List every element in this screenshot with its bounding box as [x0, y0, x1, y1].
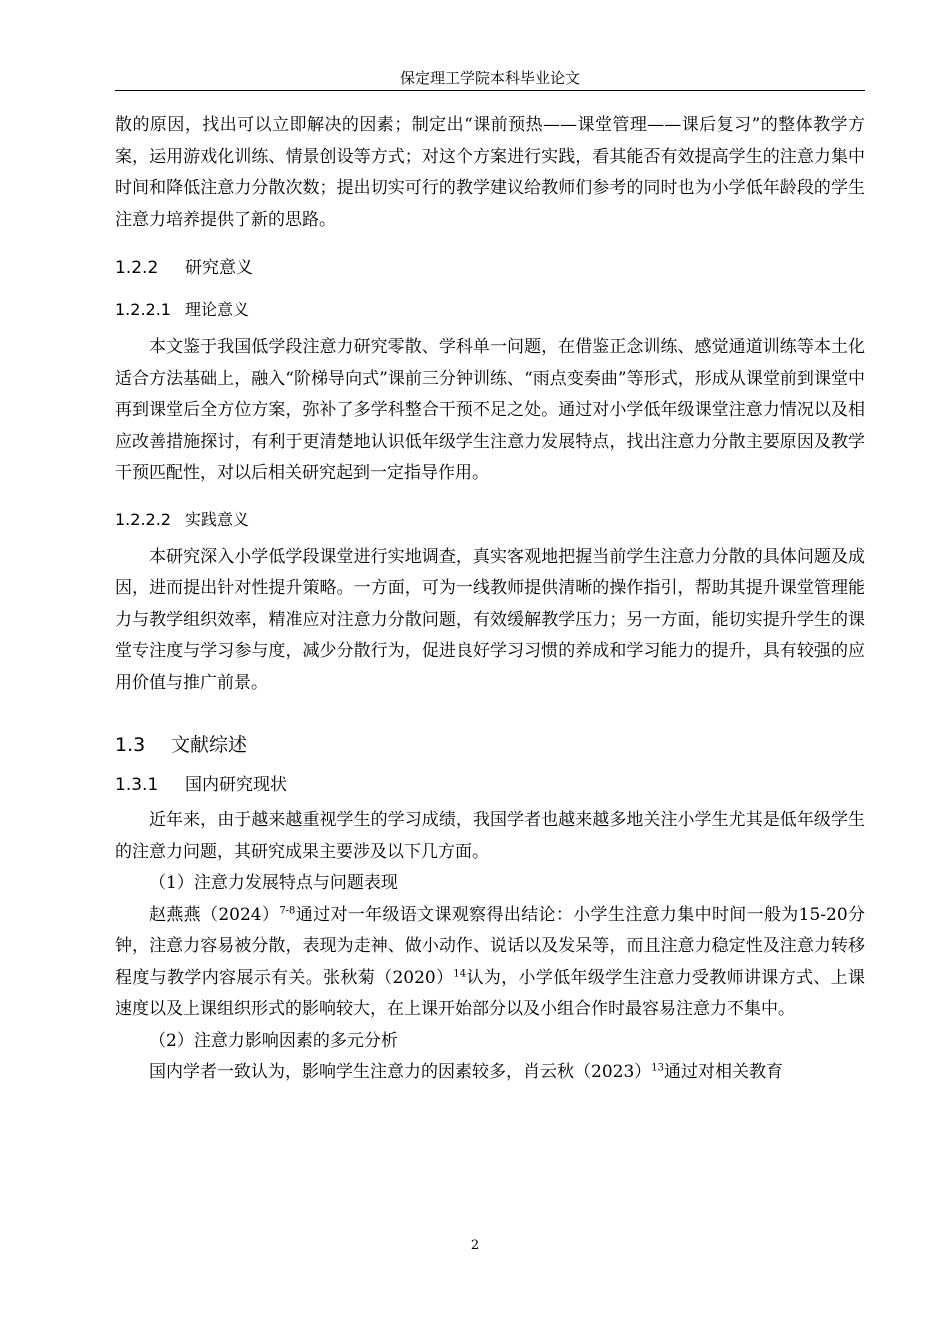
section-title: 文献综述: [171, 734, 248, 756]
text-run: 通过对相关教育: [664, 1062, 783, 1082]
paragraph-theoretical-significance: 本文鉴于我国低学段注意力研究零散、学科单一问题，在借鉴正念训练、感觉通道训练等本土化适合方法基础上，融入“阶梯导向式”课前三分钟训练、“雨点变奏曲”等形式，形成从课堂前到课堂中再到课堂后全方位方案，弥补了多学科整合干预不足之处。通过对小学低年级课堂注意力情况以及相应改善措施探讨，有利于更清楚地认识低年级学生注意力发展特点，找出注意力分散主要原因及教学干预匹配性，对以后相关研究起到一定指导作用。: [115, 337, 865, 483]
paragraph-influencing-factors: [115, 1057, 865, 1089]
section-title: 研究意义: [185, 258, 253, 278]
section-heading-1-2-2-2: [115, 508, 865, 532]
section-number: 1.3: [115, 734, 146, 756]
paragraph-practical-significance: 本研究深入小学低学段课堂进行实地调查，真实客观地把握当前学生注意力分散的具体问题及成因，进而提出针对性提升策略。一方面，可为一线教师提供清晰的操作指引，帮助其提升课堂管理能力与教学组织效率，精准应对注意力分散问题，有效缓解教学压力；另一方面，能切实提升学生的课堂专注度与学习参与度，减少分散行为，促进良好学习习惯的养成和学习能力的提升，具有较强的应用价值与推广前景。: [115, 546, 865, 693]
list-item-1: （1）注意力发展特点与问题表现: [149, 873, 398, 893]
section-number: 1.2.2: [115, 258, 159, 278]
section-heading-1-3: [115, 731, 865, 759]
section-number: 1.3.1: [115, 775, 159, 795]
page-number: 2: [470, 1238, 480, 1253]
section-heading-1-3-1: [115, 773, 865, 797]
running-header: 保定理工学院本科毕业论文: [115, 68, 865, 91]
paragraph-domestic-intro: 近年来，由于越来越重视学生的学习成绩，我国学者也越来越多地关注小学生尤其是低年级学生的注意力问题，其研究成果主要涉及以下几方面。: [115, 810, 865, 862]
citation-superscript: 13: [651, 1062, 664, 1074]
citation-superscript: 14: [453, 967, 467, 979]
citation-superscript: 7-8: [279, 904, 296, 916]
text-run: 认为，小学低年级学生注意力受教师讲课方式、上课速度以及上课组织形式的影响较大，在上课开始部分以及小组合作时最容易注意力不集中。: [115, 967, 866, 1019]
text-run: 通过对一年级语文课观察得出结论：小学生注意力集中时间一般为15-20分钟，注意力容易被分散，表现为走神、做小动作、说话以及发呆等，而且注意力稳定性及注意力转移程度与教学内容展示有关。张秋菊（2020）: [115, 904, 865, 988]
section-title: 理论意义: [185, 300, 250, 319]
section-heading-1-2-2-1: [115, 298, 865, 322]
section-heading-1-2-2: [115, 256, 865, 280]
section-number: 1.2.2.1: [115, 300, 171, 319]
text-run: 国内学者一致认为，影响学生注意力的因素较多，肖云秋（2023）: [149, 1062, 652, 1082]
text-run: 赵燕燕（2024）: [149, 904, 280, 925]
section-title: 实践意义: [185, 509, 250, 529]
paragraph-continued: 散的原因，找出可以立即解决的因素；制定出“课前预热——课堂管理——课后复习”的整体教学方案，运用游戏化训练、情景创设等方式；对这个方案进行实践，看其能否有效提高学生的注意力集中时间和降低注意力分散次数；提出切实可行的教学建议给教师们参考的同时也为小学低年龄段的学生注意力培养提供了新的思路。: [115, 115, 865, 230]
list-item-2: （2）注意力影响因素的多元分析: [149, 1030, 398, 1051]
section-number: 1.2.2.2: [115, 509, 171, 529]
paragraph-attention-characteristics: [115, 900, 865, 1026]
body-text: [115, 110, 865, 1089]
section-title: 国内研究现状: [185, 775, 287, 795]
